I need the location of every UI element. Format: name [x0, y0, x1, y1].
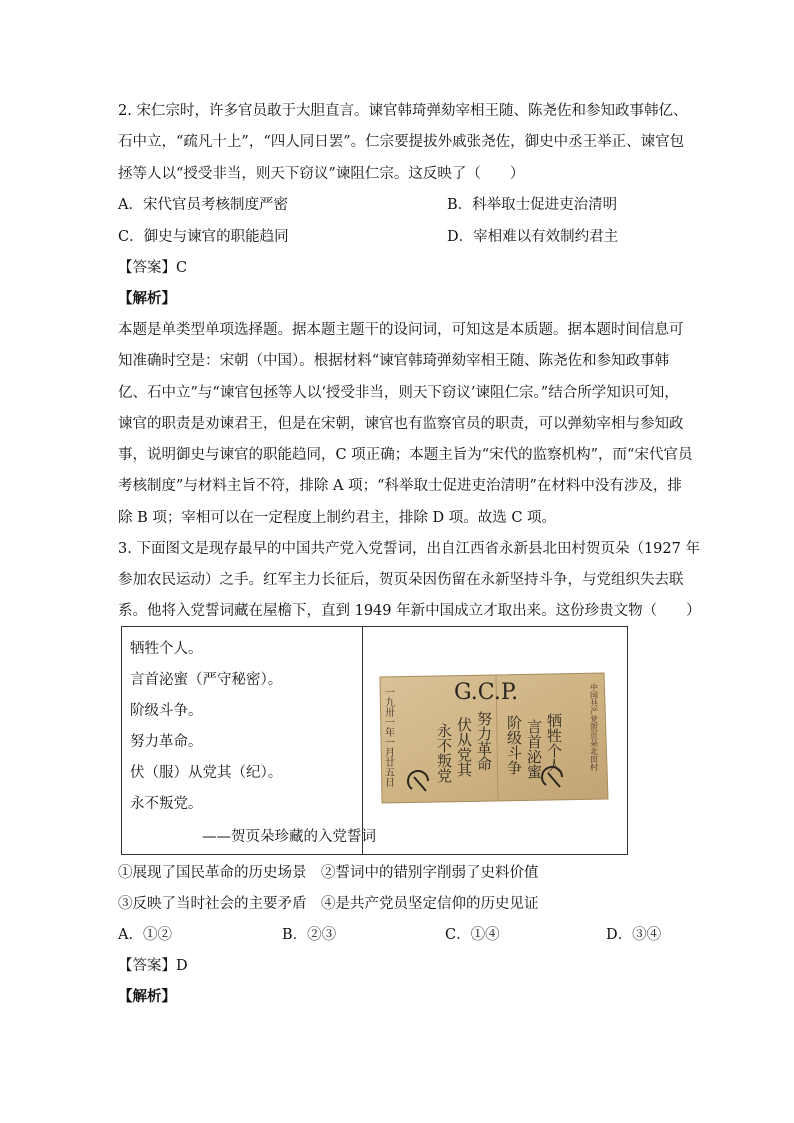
photo-column-4: 努力革命 [475, 711, 493, 771]
photo-column-6: 永不叛党 [435, 723, 453, 783]
photo-header: G.C.P. [454, 680, 519, 705]
oath-table [121, 626, 628, 855]
q2-option-c: C．御史与谏官的职能趋同 [118, 229, 289, 245]
q3-statements-line-1: ①展现了国民革命的历史场景 ②誓词中的错别字削弱了史料价值 [118, 865, 539, 881]
q2-stem-line-3: 拯等人以“授受非当，则天下窃议”谏阻仁宗。这反映了（ ） [118, 166, 525, 182]
q2-analysis-line-6: 考核制度”与材料主旨不符，排除 A 项；“科举取士促进吏治清明”在材料中没有涉及，排 [118, 478, 682, 494]
q3-option-d: D．③④ [606, 927, 662, 943]
q2-analysis-line-5: 事，说明御史与谏官的职能趋同，C 项正确；本题主旨为“宋代的监察机构”，而“宋代官员 [118, 447, 693, 463]
q2-analysis-line-7: 除 B 项；宰相可以在一定程度上制约君主，排除 D 项。故选 C 项。 [118, 510, 557, 526]
q3-option-a: A．①② [118, 927, 172, 943]
q2-answer: 【答案】C [118, 260, 188, 276]
q2-analysis-line-3: 亿、石中立”与“谏官包拯等人以‘授受非当，则天下窃议’谏阻仁宗。”结合所学知识可知， [118, 385, 679, 401]
q3-stem-line-2: 参加农民运动）之手。红军主力长征后，贺页朵因伤留在永新坚持斗争，与党组织失去联 [118, 572, 684, 588]
q3-stem-line-3: 系。他将入党誓词藏在屋檐下，直到 1949 年新中国成立才取出来。这份珍贵文物（ ） [118, 603, 701, 619]
photo-column-3: 阶级斗争 [505, 715, 523, 775]
q2-analysis-line-4: 谏官的职责是劝谏君王，但是在宋朝，谏官也有监察官员的职责，可以弹劾宰相与参知政 [118, 416, 684, 432]
oath-line-4: 努力革命。 [130, 734, 203, 750]
q2-stem-line-1: 2. 宋仁宗时，许多官员敢于大胆直言。谏官韩琦弹劾宰相王随、陈尧佐和参知政事韩亿、 [118, 103, 688, 119]
photo-column-2: 言首泌蜜 [525, 719, 543, 779]
q2-analysis-line-1: 本题是单类型单项选择题。据本题主题干的设问词，可知这是本质题。据本题时间信息可 [118, 322, 684, 338]
table-divider [362, 627, 363, 854]
oath-line-5: 伏（服）从党其（纪）。 [130, 765, 283, 781]
q3-option-c: C．①④ [445, 927, 500, 943]
q3-statements-line-2: ③反映了当时社会的主要矛盾 ④是共产党员坚定信仰的历史见证 [118, 896, 539, 912]
q3-stem-line-1: 3. 下面图文是现存最早的中国共产党入党誓词，出自江西省永新县北田村贺页朵（1927 年 [118, 541, 700, 557]
q2-option-a: A．宋代官员考核制度严密 [118, 197, 288, 213]
q2-stem-line-2: 石中立，“疏凡十上”，“四人同日罢”。仁宗要提拔外戚张尧佐，御史中丞王举正、谏官包 [118, 134, 685, 150]
q3-answer: 【答案】D [118, 958, 188, 974]
q3-analysis-title: 【解析】 [118, 988, 176, 1005]
oath-line-3: 阶级斗争。 [130, 703, 203, 719]
oath-line-1: 牺牲个人。 [130, 641, 203, 657]
photo-column-1: 牺牲个人 [545, 713, 563, 773]
photo-right-note: 中国共产党贺页朵北田村 [589, 683, 599, 771]
q3-option-b: B．②③ [282, 927, 337, 943]
q2-analysis-line-2: 知准确时空是：宋朝（中国）。根据材料“谏官韩琦弹劾宰相王随、陈尧佐和参知政事韩 [118, 353, 670, 369]
q2-option-d: D．宰相难以有效制约君主 [447, 229, 619, 245]
oath-line-2: 言首泌蜜（严守秘密）。 [130, 672, 283, 688]
photo-column-5: 伏从党其 [455, 717, 473, 777]
oath-source: ——贺页朵珍藏的入党誓词 [202, 829, 376, 845]
photo-date: 一九卅一年一月廿五日 [382, 687, 394, 787]
oath-document-photo [376, 667, 610, 807]
q2-analysis-title: 【解析】 [118, 290, 176, 307]
q2-option-b: B．科举取士促进吏治清明 [447, 197, 618, 213]
oath-line-6: 永不叛党。 [130, 796, 203, 812]
